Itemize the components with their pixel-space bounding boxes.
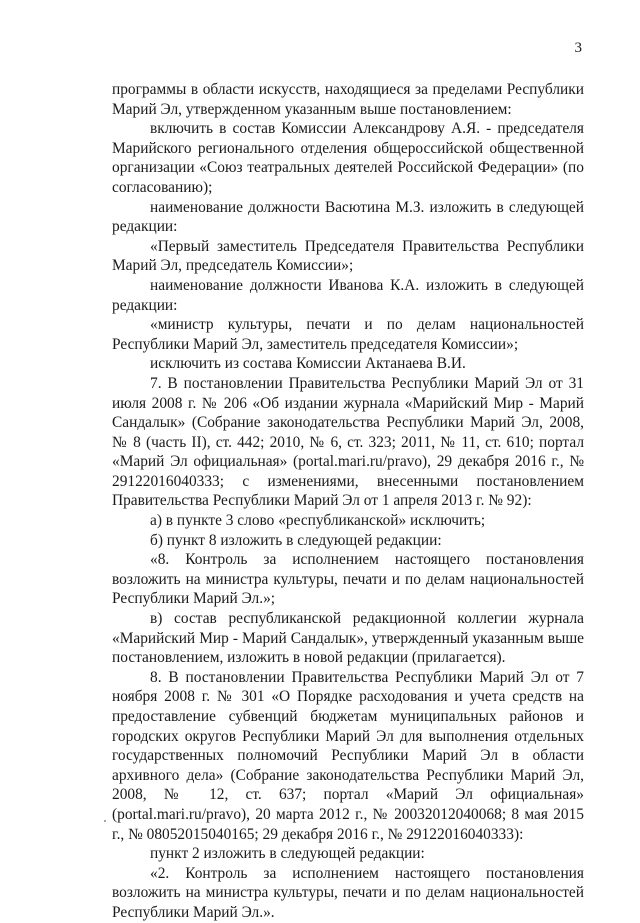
document-body: [112, 80, 584, 923]
paragraph: «Первый заместитель Председателя Правительства Республики Марий Эл, председатель Комиссии»;: [112, 237, 584, 275]
paragraph: в) состав республиканской редакционной коллегии журнала «Марийский Мир - Марий Сандалык», утвержденный указанным выше постановлением, изложить в новой редакции (прилагается).: [112, 610, 584, 667]
paragraph: 7. В постановлении Правительства Республики Марий Эл от 31 июля 2008 г. № 206 «Об издании журнала «Марийский Мир - Марий Сандалык» (Собрание законодательства Республики Марий Эл, 2008, № 8 (часть II), ст. 442; 2010, № 6, ст. 323; 2011, № 11, ст. 610; портал «Марий Эл официальная» (portal.mari.ru/pravo), 29 декабря 2016 г., № 29122016040333; с изменениями, внесенными постановлением Правительства Республики Марий Эл от 1 апреля 2013 г. № 92):: [112, 374, 584, 510]
paragraph: б) пункт 8 изложить в следующей редакции:: [150, 531, 442, 549]
paragraph: наименование должности Васютина М.З. изложить в следующей редакции:: [112, 198, 584, 236]
paragraph: «8. Контроль за исполнением настоящего постановления возложить на министра культуры, печати и по делам национальностей Республики Марий Эл.»;: [112, 551, 584, 608]
paragraph: включить в состав Комиссии Александрову А.Я. - председателя Марийского регионального отделения общероссийской общественной организации «Союз театральных деятелей Российской Федерации» (по согласованию);: [112, 120, 584, 196]
scan-speck: [104, 820, 106, 822]
paragraph: программы в области искусств, находящиеся за пределами Республики Марий Эл, утвержденном указанным выше постановлением:: [112, 81, 584, 118]
paragraph: а) в пункте 3 слово «республиканской» исключить;: [150, 512, 486, 530]
page-number: 3: [574, 40, 582, 56]
paragraph: 8. В постановлении Правительства Республики Марий Эл от 7 ноября 2008 г. № 301 «О Порядке расходования и учета средств на предоставление субвенций бюджетам муниципальных районов и городских округов Республики Марий Эл для выполнения отдельных государственных полномочий Республики Марий Эл в области архивного дела» (Собрание законодательства Республики Марий Эл, 2008, № 12, ст. 637; портал «Марий Эл официальная» (portal.mari.ru/pravo), 20 марта 2012 г., № 20032012040068; 8 мая 2015 г., № 08052015040165; 29 декабря 2016 г., № 29122016040333):: [112, 668, 584, 843]
paragraph: исключить из состава Комиссии Актанаева В.И.: [150, 355, 466, 373]
paragraph: пункт 2 изложить в следующей редакции:: [150, 845, 425, 863]
paragraph: «министр культуры, печати и по делам национальностей Республики Марий Эл, заместитель председателя Комиссии»;: [112, 316, 584, 353]
paragraph: наименование должности Иванова К.А. изложить в следующей редакции:: [112, 276, 584, 314]
paragraph: «2. Контроль за исполнением настоящего постановления возложить на министра культуры, печати и по делам национальностей Республики Марий Эл.».: [112, 864, 584, 921]
